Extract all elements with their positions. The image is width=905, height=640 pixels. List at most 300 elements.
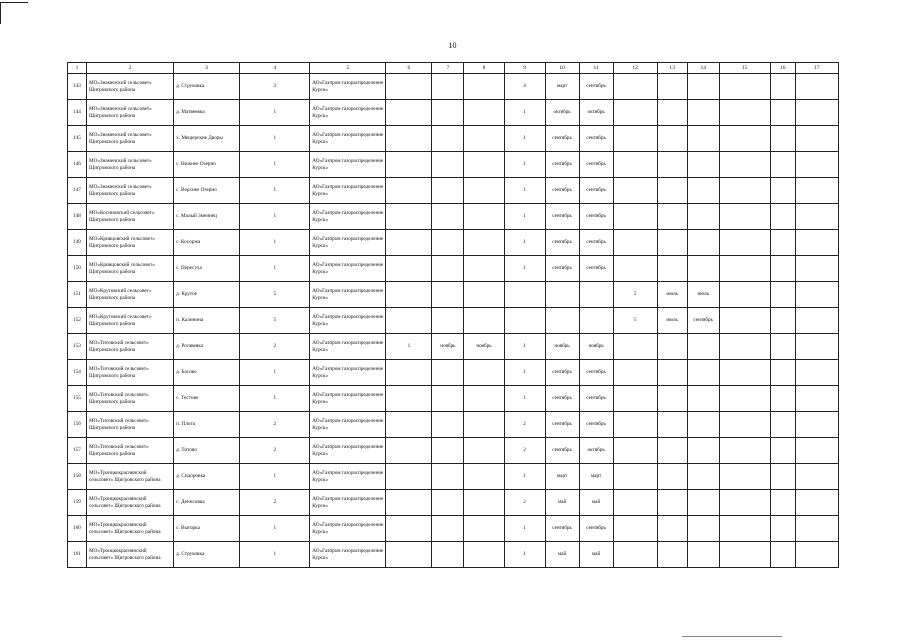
col9-cell: 1 (504, 230, 545, 256)
col9-cell: 1 (504, 516, 545, 542)
col7-cell (432, 74, 464, 100)
settlement-cell: д. Басово (174, 360, 240, 386)
col12-cell (613, 178, 657, 204)
col15-cell (719, 464, 770, 490)
col11-cell: март (579, 464, 613, 490)
col6-cell (386, 412, 432, 438)
col17-cell (795, 360, 838, 386)
col6-cell (386, 178, 432, 204)
table-row (68, 178, 839, 204)
organization-cell: АО«Газпром газораспределение Курск» (310, 74, 386, 100)
col10-cell: май (545, 490, 579, 516)
col8-cell (464, 126, 504, 152)
settlement-cell: с. Нижнее Озерно (174, 152, 240, 178)
col14-cell (687, 152, 719, 178)
quantity-cell: 1 (240, 204, 310, 230)
col16-cell (770, 126, 795, 152)
organization-cell: АО«Газпром газораспределение Курск» (310, 360, 386, 386)
table-row (68, 308, 839, 334)
row-number: 159 (68, 490, 87, 516)
col10-cell: май (545, 542, 579, 568)
col17-cell (795, 334, 838, 360)
settlement-cell: д. Матвеевка (174, 100, 240, 126)
municipality-cell: МО«Знаменский сельсовет» Щигровского района (87, 126, 174, 152)
col12-cell (613, 126, 657, 152)
table-row (68, 490, 839, 516)
quantity-cell: 1 (240, 152, 310, 178)
row-number: 152 (68, 308, 87, 334)
col10-cell: сентябрь (545, 256, 579, 282)
row-number: 156 (68, 412, 87, 438)
organization-cell: АО«Газпром газораспределение Курск» (310, 178, 386, 204)
col16-cell (770, 412, 795, 438)
column-header: 4 (240, 63, 310, 74)
municipality-cell: МО«Титовский сельсовет» Щигровского района (87, 334, 174, 360)
col10-cell: сентябрь (545, 438, 579, 464)
col8-cell (464, 412, 504, 438)
col14-cell (687, 386, 719, 412)
settlement-cell: п. Калинина (174, 308, 240, 334)
col6-cell (386, 152, 432, 178)
organization-cell: АО«Газпром газораспределение Курск» (310, 464, 386, 490)
col9-cell: 4 (504, 74, 545, 100)
col15-cell (719, 282, 770, 308)
municipality-cell: МО«Крутовский сельсовет» Щигровского района (87, 282, 174, 308)
organization-cell: АО«Газпром газораспределение Курск» (310, 490, 386, 516)
settlement-cell: с. Малый Змеинец (174, 204, 240, 230)
col12-cell (613, 334, 657, 360)
col10-cell: март (545, 464, 579, 490)
col9-cell: 1 (504, 126, 545, 152)
col17-cell (795, 490, 838, 516)
col7-cell (432, 360, 464, 386)
col8-cell (464, 178, 504, 204)
settlement-cell: д. Рогавевка (174, 334, 240, 360)
col10-cell: сентябрь (545, 178, 579, 204)
col13-cell (657, 256, 687, 282)
column-header: 3 (174, 63, 240, 74)
col11-cell: октябрь (579, 438, 613, 464)
col17-cell (795, 100, 838, 126)
municipality-cell: МО«Знаменский сельсовет» Щигровского района (87, 100, 174, 126)
row-number: 161 (68, 542, 87, 568)
col16-cell (770, 490, 795, 516)
quantity-cell: 5 (240, 308, 310, 334)
col15-cell (719, 308, 770, 334)
row-number: 160 (68, 516, 87, 542)
settlement-cell: с. Выгорка (174, 516, 240, 542)
register-table (67, 62, 839, 568)
col17-cell (795, 308, 838, 334)
col12-cell: 5 (613, 282, 657, 308)
col10-cell: сентябрь (545, 126, 579, 152)
quantity-cell: 1 (240, 386, 310, 412)
organization-cell: АО«Газпром газораспределение Курск» (310, 438, 386, 464)
organization-cell: АО«Газпром газораспределение Курск» (310, 282, 386, 308)
col10-cell (545, 308, 579, 334)
col8-cell (464, 490, 504, 516)
col11-cell: май (579, 542, 613, 568)
col13-cell (657, 178, 687, 204)
col13-cell (657, 438, 687, 464)
col6-cell (386, 308, 432, 334)
table-row (68, 542, 839, 568)
col9-cell: 1 (504, 334, 545, 360)
col14-cell (687, 126, 719, 152)
col9-cell (504, 282, 545, 308)
organization-cell: АО«Газпром газораспределение Курск» (310, 256, 386, 282)
col6-cell (386, 438, 432, 464)
col14-cell (687, 74, 719, 100)
col16-cell (770, 334, 795, 360)
col13-cell (657, 100, 687, 126)
col16-cell (770, 308, 795, 334)
table-row (68, 334, 839, 360)
organization-cell: АО«Газпром газораспределение Курск» (310, 204, 386, 230)
row-number: 154 (68, 360, 87, 386)
settlement-cell: д. Титово (174, 438, 240, 464)
col15-cell (719, 412, 770, 438)
col13-cell (657, 74, 687, 100)
municipality-cell: МО«Троицкокраснянский сельсовет» Щигровского района (87, 490, 174, 516)
settlement-cell: д. Струковка (174, 542, 240, 568)
col8-cell (464, 256, 504, 282)
col11-cell: сентябрь (579, 178, 613, 204)
col17-cell (795, 438, 838, 464)
col11-cell: сентябрь (579, 152, 613, 178)
col9-cell: 2 (504, 490, 545, 516)
quantity-cell: 2 (240, 412, 310, 438)
settlement-cell: д. Струковка (174, 74, 240, 100)
col7-cell: ноябрь (432, 334, 464, 360)
col14-cell (687, 516, 719, 542)
column-header: 1 (68, 63, 87, 74)
col7-cell (432, 464, 464, 490)
col7-cell (432, 412, 464, 438)
row-number: 149 (68, 230, 87, 256)
col7-cell (432, 126, 464, 152)
col13-cell (657, 230, 687, 256)
col9-cell: 2 (504, 438, 545, 464)
row-number: 155 (68, 386, 87, 412)
col12-cell (613, 386, 657, 412)
col11-cell: сентябрь (579, 74, 613, 100)
table-row (68, 464, 839, 490)
col11-cell: сентябрь (579, 360, 613, 386)
settlement-cell: х. Мещерские Дворы (174, 126, 240, 152)
col13-cell (657, 334, 687, 360)
municipality-cell: МО«Кривцовский сельсовет» Щигровского района (87, 230, 174, 256)
col16-cell (770, 256, 795, 282)
organization-cell: АО«Газпром газораспределение Курск» (310, 100, 386, 126)
col6-cell (386, 516, 432, 542)
settlement-cell: д. Крутое (174, 282, 240, 308)
col17-cell (795, 178, 838, 204)
col13-cell: июль (657, 308, 687, 334)
col9-cell: 1 (504, 256, 545, 282)
col15-cell (719, 126, 770, 152)
col12-cell (613, 438, 657, 464)
col16-cell (770, 542, 795, 568)
col15-cell (719, 360, 770, 386)
organization-cell: АО«Газпром газораспределение Курск» (310, 542, 386, 568)
col12-cell (613, 516, 657, 542)
col7-cell (432, 308, 464, 334)
municipality-cell: МО«Титовский сельсовет» Щигровского района (87, 412, 174, 438)
col16-cell (770, 386, 795, 412)
col17-cell (795, 412, 838, 438)
row-number: 146 (68, 152, 87, 178)
col15-cell (719, 74, 770, 100)
organization-cell: АО«Газпром газораспределение Курск» (310, 516, 386, 542)
col10-cell: ноябрь (545, 334, 579, 360)
col10-cell: сентябрь (545, 204, 579, 230)
col14-cell: июль (687, 282, 719, 308)
col6-cell (386, 386, 432, 412)
col12-cell (613, 74, 657, 100)
col6-cell (386, 256, 432, 282)
col17-cell (795, 282, 838, 308)
table-row (68, 282, 839, 308)
col16-cell (770, 464, 795, 490)
col8-cell (464, 542, 504, 568)
col7-cell (432, 490, 464, 516)
col14-cell (687, 230, 719, 256)
row-number: 147 (68, 178, 87, 204)
organization-cell: АО«Газпром газораспределение Курск» (310, 126, 386, 152)
quantity-cell: 1 (240, 126, 310, 152)
settlement-cell: с. Денисовка (174, 490, 240, 516)
col12-cell (613, 204, 657, 230)
row-number: 151 (68, 282, 87, 308)
col16-cell (770, 100, 795, 126)
quantity-cell: 1 (240, 100, 310, 126)
col10-cell: март (545, 74, 579, 100)
col14-cell (687, 412, 719, 438)
col9-cell: 1 (504, 100, 545, 126)
settlement-cell: д. Сидоровка (174, 464, 240, 490)
column-header: 11 (579, 63, 613, 74)
quantity-cell: 1 (240, 516, 310, 542)
col14-cell: сентябрь (687, 308, 719, 334)
row-number: 148 (68, 204, 87, 230)
col13-cell (657, 360, 687, 386)
col9-cell: 1 (504, 464, 545, 490)
settlement-cell: с. Тестово (174, 386, 240, 412)
table-row (68, 152, 839, 178)
col8-cell (464, 74, 504, 100)
col17-cell (795, 464, 838, 490)
municipality-cell: МО«Знаменский сельсовет» Щигровского района (87, 178, 174, 204)
column-header: 5 (310, 63, 386, 74)
column-header: 6 (386, 63, 432, 74)
col14-cell (687, 438, 719, 464)
col10-cell: сентябрь (545, 386, 579, 412)
col16-cell (770, 438, 795, 464)
column-header: 2 (87, 63, 174, 74)
col13-cell (657, 542, 687, 568)
organization-cell: АО«Газпром газораспределение Курск» (310, 230, 386, 256)
col7-cell (432, 516, 464, 542)
col17-cell (795, 204, 838, 230)
table-row (68, 360, 839, 386)
col11-cell: сентябрь (579, 230, 613, 256)
col10-cell: сентябрь (545, 412, 579, 438)
col15-cell (719, 230, 770, 256)
column-header: 17 (795, 63, 838, 74)
col12-cell (613, 412, 657, 438)
col16-cell (770, 152, 795, 178)
col9-cell: 1 (504, 204, 545, 230)
col14-cell (687, 178, 719, 204)
col8-cell (464, 204, 504, 230)
col10-cell: октябрь (545, 100, 579, 126)
col7-cell (432, 100, 464, 126)
col9-cell: 1 (504, 360, 545, 386)
col11-cell: сентябрь (579, 204, 613, 230)
column-header: 8 (464, 63, 504, 74)
municipality-cell: МО«Косиновский сельсовет» Щигровского района (87, 204, 174, 230)
col14-cell (687, 204, 719, 230)
col14-cell (687, 256, 719, 282)
col8-cell (464, 100, 504, 126)
col7-cell (432, 204, 464, 230)
organization-cell: АО«Газпром газораспределение Курск» (310, 334, 386, 360)
row-number: 144 (68, 100, 87, 126)
municipality-cell: МО«Титовский сельсовет» Щигровского района (87, 438, 174, 464)
col15-cell (719, 178, 770, 204)
col7-cell (432, 386, 464, 412)
table-row (68, 100, 839, 126)
col10-cell: сентябрь (545, 152, 579, 178)
col8-cell (464, 152, 504, 178)
col8-cell (464, 386, 504, 412)
col16-cell (770, 360, 795, 386)
col12-cell (613, 256, 657, 282)
col6-cell (386, 542, 432, 568)
quantity-cell: 1 (240, 542, 310, 568)
scan-corner-mark (0, 2, 28, 3)
col15-cell (719, 490, 770, 516)
quantity-cell: 3 (240, 74, 310, 100)
col11-cell: сентябрь (579, 516, 613, 542)
col14-cell (687, 360, 719, 386)
table-body (68, 74, 839, 568)
col8-cell: ноябрь (464, 334, 504, 360)
col13-cell (657, 412, 687, 438)
table-row (68, 256, 839, 282)
quantity-cell: 1 (240, 256, 310, 282)
col10-cell: сентябрь (545, 516, 579, 542)
row-number: 145 (68, 126, 87, 152)
row-number: 157 (68, 438, 87, 464)
row-number: 153 (68, 334, 87, 360)
municipality-cell: МО«Кривцовский сельсовет» Щигровского района (87, 256, 174, 282)
col15-cell (719, 204, 770, 230)
row-number: 150 (68, 256, 87, 282)
column-header: 16 (770, 63, 795, 74)
col15-cell (719, 542, 770, 568)
col8-cell (464, 230, 504, 256)
col11-cell: май (579, 490, 613, 516)
col15-cell (719, 152, 770, 178)
col13-cell (657, 152, 687, 178)
col15-cell (719, 100, 770, 126)
col15-cell (719, 386, 770, 412)
col11-cell (579, 308, 613, 334)
col8-cell (464, 516, 504, 542)
col8-cell (464, 438, 504, 464)
col16-cell (770, 282, 795, 308)
column-header: 14 (687, 63, 719, 74)
col12-cell (613, 100, 657, 126)
col9-cell: 1 (504, 178, 545, 204)
table-row (68, 204, 839, 230)
col12-cell (613, 360, 657, 386)
col6-cell (386, 230, 432, 256)
header-row (68, 63, 839, 74)
row-number: 143 (68, 74, 87, 100)
col8-cell (464, 360, 504, 386)
col9-cell: 1 (504, 386, 545, 412)
col7-cell (432, 152, 464, 178)
column-header: 15 (719, 63, 770, 74)
col9-cell: 1 (504, 152, 545, 178)
settlement-cell: с. Верхнее Озерно (174, 178, 240, 204)
table-row (68, 230, 839, 256)
col11-cell (579, 282, 613, 308)
col6-cell (386, 464, 432, 490)
column-header: 9 (504, 63, 545, 74)
col13-cell (657, 386, 687, 412)
municipality-cell: МО«Титовский сельсовет» Щигровского района (87, 386, 174, 412)
col14-cell (687, 464, 719, 490)
quantity-cell: 1 (240, 178, 310, 204)
col6-cell: 1 (386, 334, 432, 360)
col7-cell (432, 542, 464, 568)
col17-cell (795, 256, 838, 282)
col12-cell: 5 (613, 308, 657, 334)
col16-cell (770, 230, 795, 256)
municipality-cell: МО«Крутовский сельсовет» Щигровского района (87, 308, 174, 334)
municipality-cell: МО«Знаменский сельсовет» Щигровского района (87, 74, 174, 100)
col17-cell (795, 386, 838, 412)
col12-cell (613, 230, 657, 256)
scan-bottom-mark (682, 636, 782, 637)
col11-cell: сентябрь (579, 126, 613, 152)
col12-cell (613, 152, 657, 178)
col7-cell (432, 438, 464, 464)
col10-cell (545, 282, 579, 308)
col6-cell (386, 490, 432, 516)
organization-cell: АО«Газпром газораспределение Курск» (310, 386, 386, 412)
col17-cell (795, 516, 838, 542)
table-row (68, 386, 839, 412)
quantity-cell: 2 (240, 438, 310, 464)
col13-cell: июль (657, 282, 687, 308)
organization-cell: АО«Газпром газораспределение Курск» (310, 308, 386, 334)
row-number: 158 (68, 464, 87, 490)
col13-cell (657, 464, 687, 490)
col8-cell (464, 464, 504, 490)
col10-cell: сентябрь (545, 230, 579, 256)
col14-cell (687, 542, 719, 568)
col6-cell (386, 282, 432, 308)
col17-cell (795, 230, 838, 256)
quantity-cell: 1 (240, 360, 310, 386)
col6-cell (386, 204, 432, 230)
col7-cell (432, 178, 464, 204)
